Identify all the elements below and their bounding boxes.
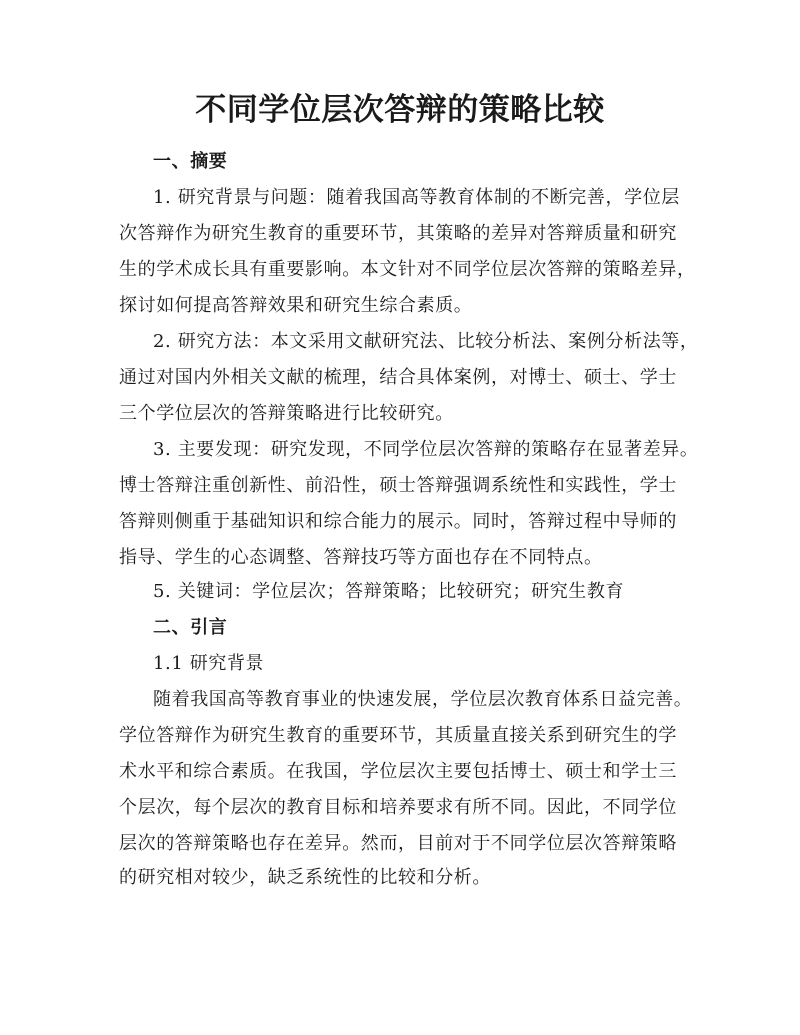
paragraph-line: 次答辩作为研究生教育的重要环节，其策略的差异对答辩质量和研究 <box>119 223 677 244</box>
paragraph-line: 3. 主要发现：研究发现，不同学位层次答辩的策略存在显著差异。 <box>153 439 699 460</box>
paragraph-line: 探讨如何提高答辩效果和研究生综合素质。 <box>119 295 473 316</box>
paragraph-line: 2. 研究方法：本文采用文献研究法、比较分析法、案例分析法等， <box>153 331 699 352</box>
document-title: 不同学位层次答辩的策略比较 <box>195 92 605 128</box>
paragraph-line: 的研究相对较少，缺乏系统性的比较和分析。 <box>119 867 491 888</box>
paragraph-line: 学位答辩作为研究生教育的重要环节，其质量直接关系到研究生的学 <box>119 725 677 746</box>
paragraph-line: 博士答辩注重创新性、前沿性，硕士答辩强调系统性和实践性，学士 <box>119 475 677 496</box>
keywords-line: 5. 关键词：学位层次；答辩策略；比较研究；研究生教育 <box>153 581 625 602</box>
paragraph-line: 1. 研究背景与问题：随着我国高等教育体制的不断完善，学位层 <box>153 187 680 208</box>
paragraph-line: 生的学术成长具有重要影响。本文针对不同学位层次答辩的策略差异， <box>119 259 696 280</box>
paragraph-line: 答辩则侧重于基础知识和综合能力的展示。同时，答辩过程中导师的 <box>119 511 677 532</box>
paragraph-line: 随着我国高等教育事业的快速发展，学位层次教育体系日益完善。 <box>153 689 693 710</box>
section-heading-introduction: 二、引言 <box>153 617 228 638</box>
paragraph-line: 三个学位层次的答辩策略进行比较研究。 <box>119 403 454 424</box>
paragraph-line: 指导、学生的心态调整、答辩技巧等方面也存在不同特点。 <box>119 547 603 568</box>
paragraph-line: 通过对国内外相关文献的梳理，结合具体案例，对博士、硕士、学士 <box>119 367 677 388</box>
paragraph-line: 层次的答辩策略也存在差异。然而，目前对于不同学位层次答辩策略 <box>119 833 677 854</box>
subsection-heading-background: 1.1 研究背景 <box>153 653 265 674</box>
section-heading-abstract: 一、摘要 <box>153 151 228 172</box>
paragraph-line: 术水平和综合素质。在我国，学位层次主要包括博士、硕士和学士三 <box>119 761 677 782</box>
paragraph-line: 个层次，每个层次的教育目标和培养要求有所不同。因此，不同学位 <box>119 797 677 818</box>
